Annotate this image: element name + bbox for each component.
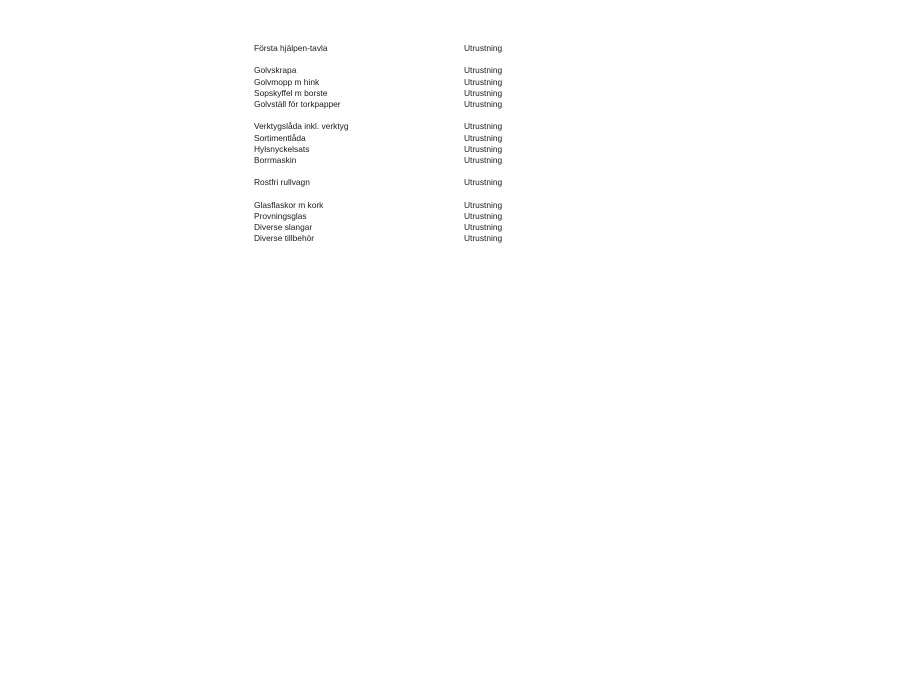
- item-category: Utrustning: [464, 87, 503, 98]
- item-category: Utrustning: [464, 76, 503, 87]
- list-item: [254, 99, 554, 110]
- list-group: [254, 65, 554, 110]
- item-category: Utrustning: [464, 199, 503, 210]
- item-category: Utrustning: [464, 233, 503, 244]
- list-group: [254, 177, 554, 188]
- item-name: Diverse slangar: [254, 222, 313, 232]
- list-item: [254, 200, 554, 211]
- item-name: Rostfri rullvagn: [254, 177, 310, 188]
- item-category: Utrustning: [464, 132, 503, 143]
- item-name: Golvskrapa: [254, 65, 297, 76]
- list-item: [254, 177, 554, 188]
- item-name: Glasflaskor m kork: [254, 199, 324, 210]
- list-item: [254, 88, 554, 99]
- item-category: Utrustning: [464, 210, 503, 221]
- item-name: Sopskyffel m borste: [254, 87, 328, 98]
- item-name: Golvställ för torkpapper: [254, 98, 341, 109]
- list-item: [254, 43, 554, 54]
- item-name: Borrmaskin: [254, 154, 297, 165]
- item-name: Verktygslåda inkl. verktyg: [254, 121, 349, 132]
- item-category: Utrustning: [464, 43, 503, 53]
- item-name: Sortimentlåda: [254, 132, 306, 143]
- list-item: [254, 222, 554, 233]
- list-item: [254, 211, 554, 222]
- list-item: [254, 77, 554, 88]
- list-group: [254, 43, 554, 54]
- list-item: [254, 121, 554, 132]
- list-item: [254, 155, 554, 166]
- item-name: Provningsglas: [254, 210, 307, 221]
- item-category: Utrustning: [464, 98, 503, 109]
- item-category: Utrustning: [464, 222, 503, 232]
- list-group: [254, 200, 554, 245]
- list-group: [254, 121, 554, 166]
- item-category: Utrustning: [464, 154, 503, 165]
- item-name: Diverse tillbehör: [254, 233, 315, 244]
- item-category: Utrustning: [464, 177, 503, 188]
- item-category: Utrustning: [464, 121, 503, 132]
- item-category: Utrustning: [464, 143, 503, 154]
- item-name: Hylsnyckelsats: [254, 143, 310, 154]
- item-name: Golvmopp m hink: [254, 76, 320, 87]
- list-item: [254, 233, 554, 244]
- list-item: [254, 133, 554, 144]
- list-item: [254, 144, 554, 155]
- item-name: Första hjälpen-tavla: [254, 43, 328, 53]
- list-item: [254, 65, 554, 76]
- item-category: Utrustning: [464, 65, 503, 76]
- equipment-list: [254, 43, 554, 256]
